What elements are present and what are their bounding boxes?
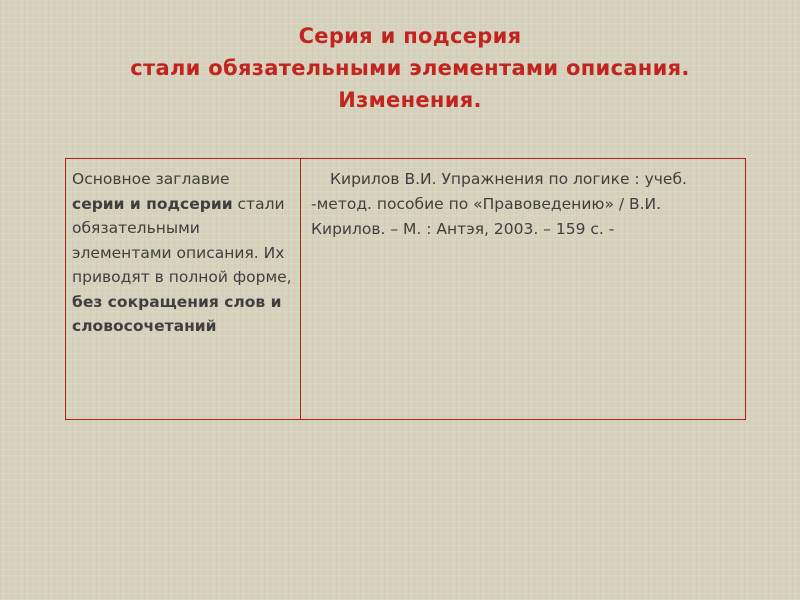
left-text-main-title: Основное заглавие — [72, 170, 230, 188]
title-line-3: Изменения. — [338, 88, 482, 112]
title-line-2: стали обязательными элементами описания. — [130, 56, 690, 80]
table-cell-left — [66, 159, 301, 419]
left-text-description: стали обязательными элементами описания. Их приводят в полной форме, — [72, 194, 292, 286]
table-cell-right — [301, 159, 745, 419]
slide-title — [60, 20, 760, 116]
left-text-series-bold: серии и подсерии — [72, 194, 233, 213]
bibliographic-record: Кирилов В.И. Упражнения по логике : учеб. -метод. пособие по «Правоведению» / В.И. Кирилов. – М. : Антэя, 2003. – 159 с. - — [311, 170, 687, 238]
left-text-no-abbrev-bold: без сокращения слов и словосочетаний — [72, 292, 282, 335]
content-table — [65, 158, 746, 420]
title-line-1: Серия и подсерия — [298, 24, 522, 48]
